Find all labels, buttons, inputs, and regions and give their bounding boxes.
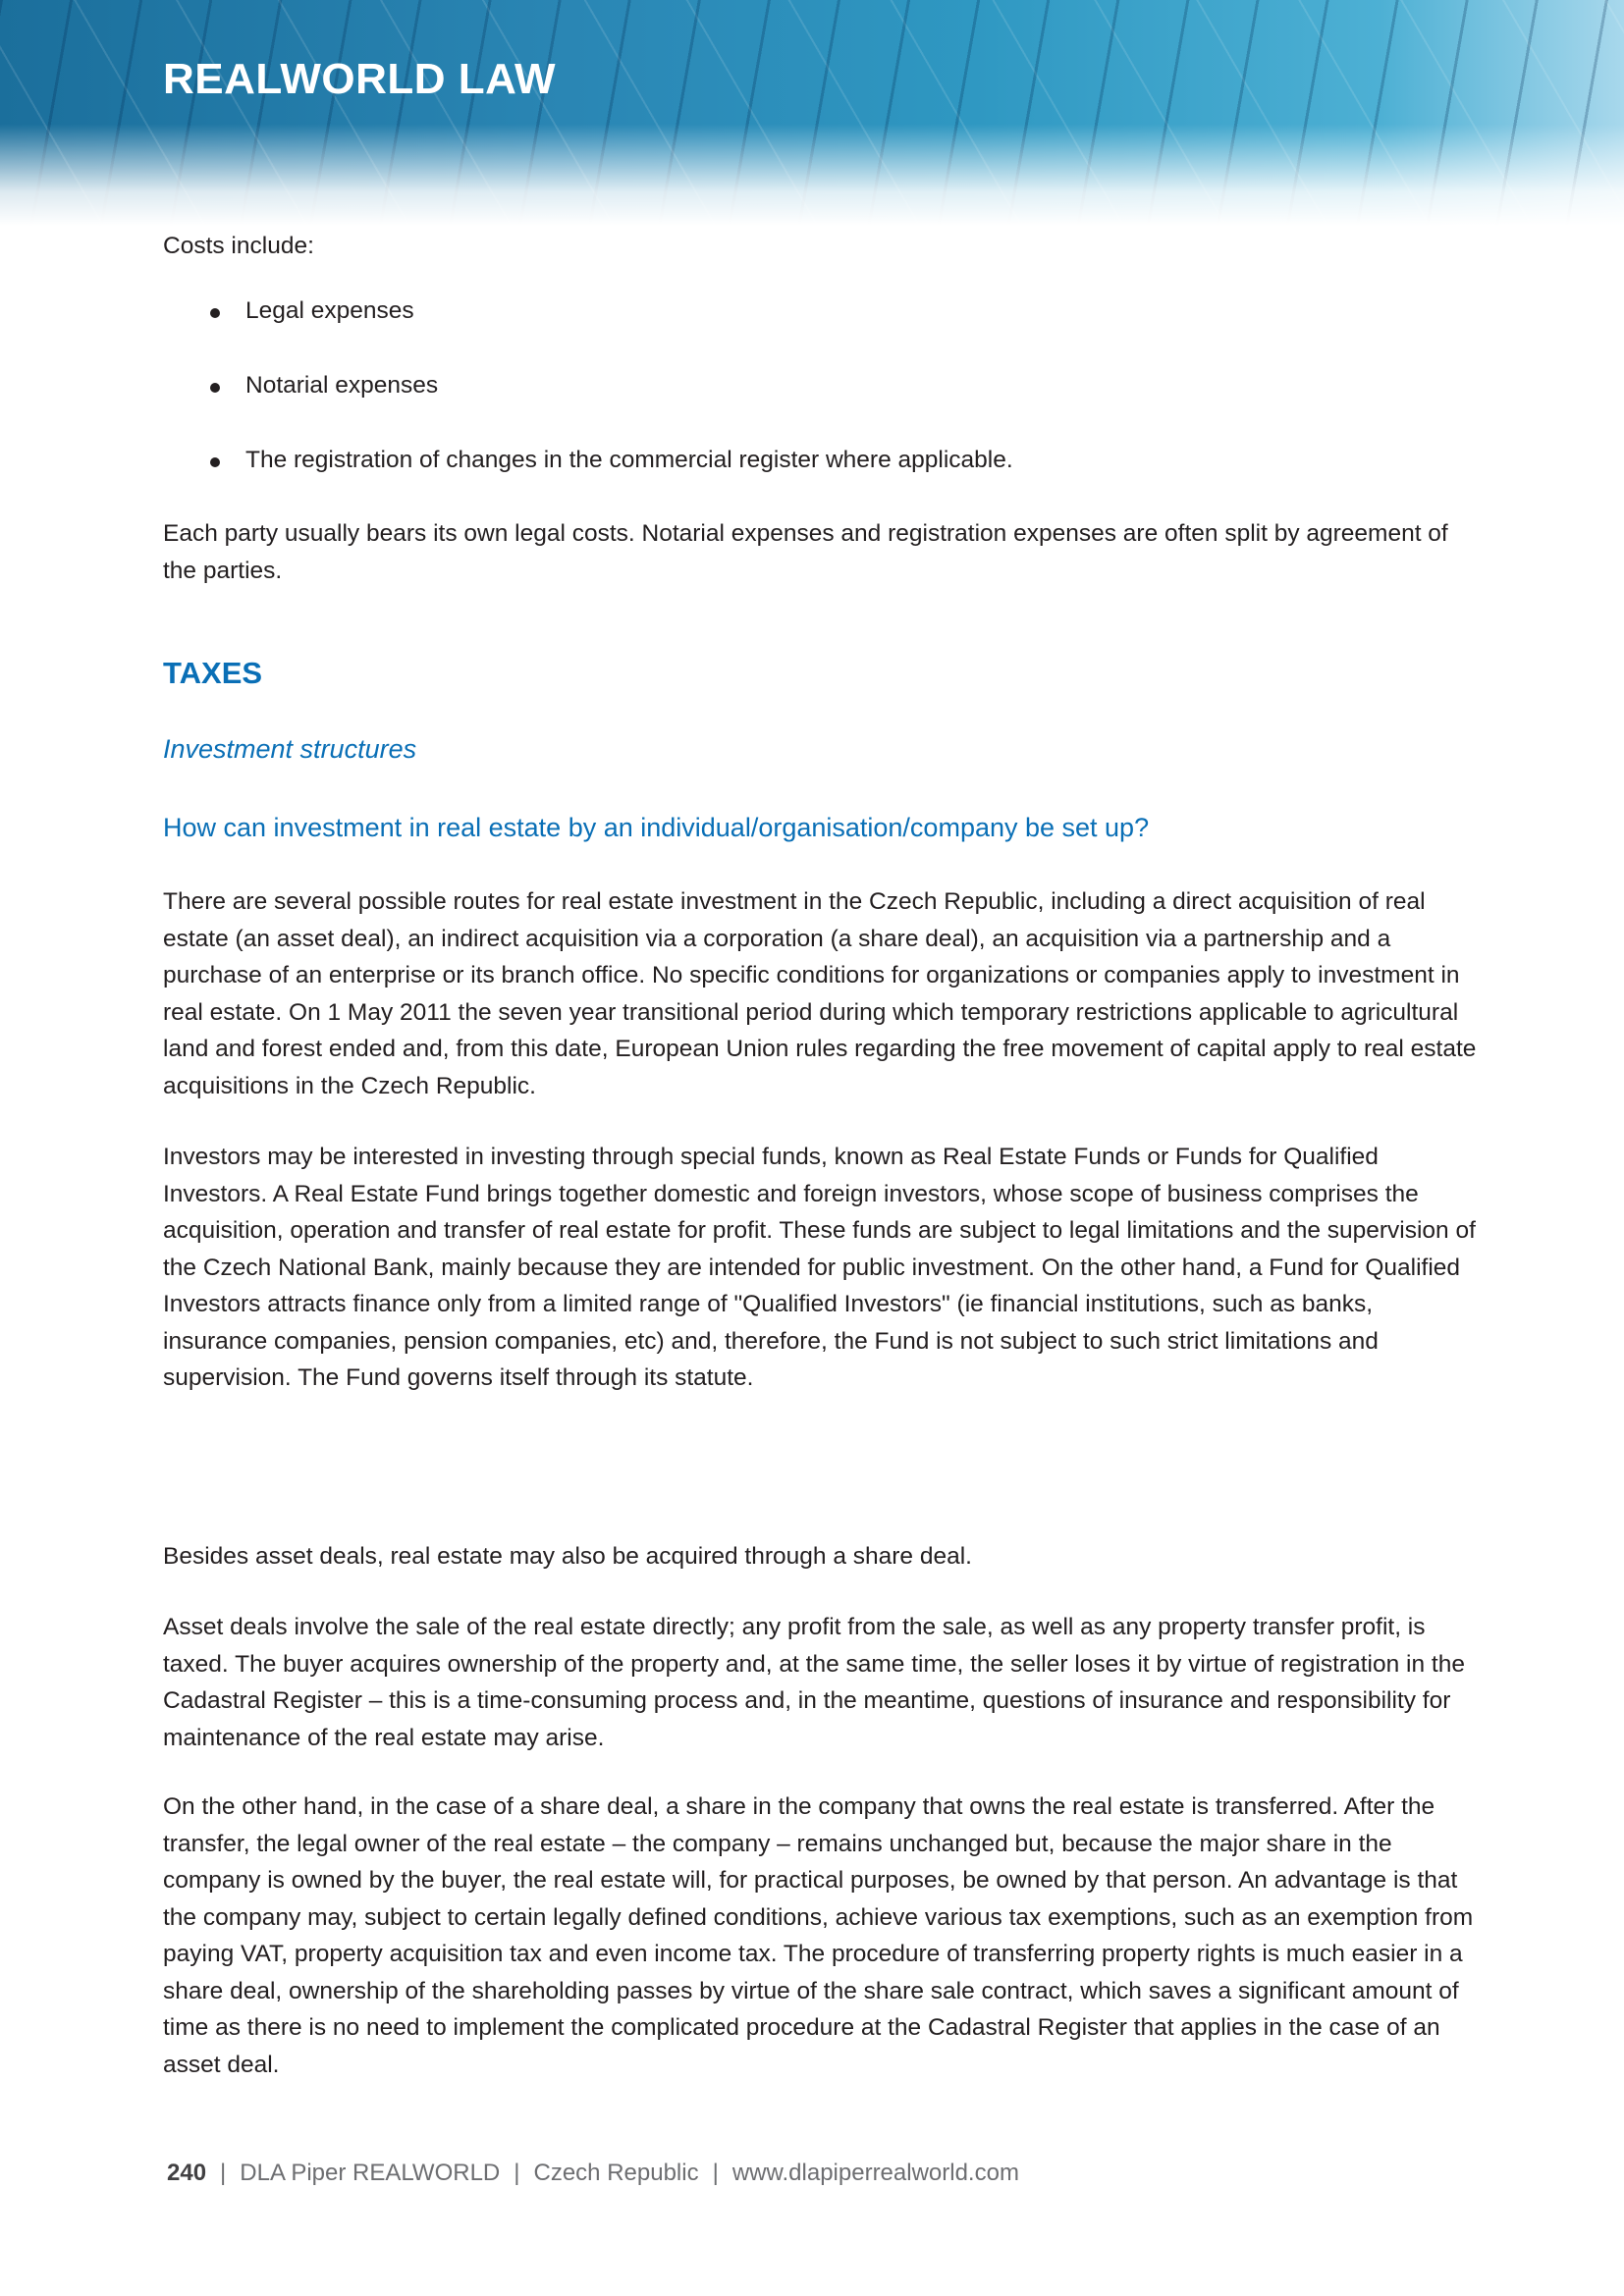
header-banner bbox=[0, 0, 1624, 226]
paragraph: On the other hand, in the case of a share deal, a share in the company that owns the real estate is transferred. After the transfer, the legal owner of the real estate – the company – remains unchanged but, because the major share in the company is owned by the buyer, the real estate will, for practical purposes, be owned by that person. An advantage is that the company may, subject to certain legally defined conditions, achieve various tax exemptions, such as an exemption from paying VAT, property acquisition tax and even income tax. The procedure of transferring property rights is much easier in a share deal, ownership of the shareholding passes by virtue of the share sale contract, which saves a significant amount of time as there is no need to implement the complicated procedure at the Cadastral Register that applies in the case of an asset deal. bbox=[163, 1793, 1474, 2078]
section-heading: TAXES bbox=[163, 656, 263, 690]
list-item: Legal expenses bbox=[210, 297, 414, 325]
website-link[interactable]: www.dlapiperrealworld.com bbox=[731, 2160, 1019, 2186]
country-name: Czech Republic bbox=[533, 2160, 699, 2186]
publication-name: DLA Piper REALWORLD bbox=[240, 2160, 501, 2186]
paragraph: There are several possible routes for real estate investment in the Czech Republic, including a direct acquisition of real estate (an asset deal), an indirect acquisition via a corporation (a share deal), an acquisition via a partnership and a purchase of an enterprise or its branch office. No specific conditions for organizations or companies apply to investment in real estate. On 1 May 2011 the seven year transitional period during which temporary restrictions applicable to agricultural land and forest ended and, from this date, European Union rules regarding the free movement of capital apply to real estate acquisitions in the Czech Republic. bbox=[163, 888, 1477, 1099]
list-item: The registration of changes in the commercial register where applicable. bbox=[210, 447, 1013, 474]
separator: | bbox=[220, 2160, 227, 2186]
bullet-icon bbox=[210, 308, 220, 318]
separator: | bbox=[514, 2160, 520, 2186]
paragraph: Besides asset deals, real estate may also be acquired through a share deal. bbox=[163, 1543, 972, 1570]
separator: | bbox=[712, 2160, 719, 2186]
paragraph: Investors may be interested in investing through special funds, known as Real Estate Funds or Funds for Qualified Investors. A Real Estate Fund brings together domestic and foreign investors, whose scope of business comprises the acquisition, operation and transfer of real estate for profit. These funds are subject to legal limitations and the supervision of the Czech National Bank, mainly because they are intended for public investment. On the other hand, a Fund for Qualified Investors attracts finance only from a limited range of "Qualified Investors" (ie financial institutions, such as banks, insurance companies, pension companies, etc) and, therefore, the Fund is not subject to such strict limitations and supervision. The Fund governs itself through its statute. bbox=[163, 1144, 1476, 1391]
page-number: 240 bbox=[167, 2160, 207, 2186]
question-heading: How can investment in real estate by an individual/organisation/company be set up? bbox=[163, 813, 1150, 842]
page-footer bbox=[167, 2160, 1019, 2187]
list-item: Notarial expenses bbox=[210, 372, 438, 400]
bullet-icon bbox=[210, 383, 220, 393]
bullet-icon bbox=[210, 457, 220, 467]
subheading: Investment structures bbox=[163, 734, 417, 764]
costs-intro: Costs include: bbox=[163, 233, 314, 259]
costs-note: Each party usually bears its own legal costs. Notarial expenses and registration expenses are often split by agreement of the parties. bbox=[163, 520, 1448, 584]
paragraph: Asset deals involve the sale of the real estate directly; any profit from the sale, as well as any property transfer profit, is taxed. The buyer acquires ownership of the property and, at the same time, the seller loses it by virtue of registration in the Cadastral Register – this is a time-consuming process and, in the meantime, questions of insurance and responsibility for maintenance of the real estate may arise. bbox=[163, 1614, 1465, 1751]
header-title: REALWORLD LAW bbox=[163, 55, 557, 103]
